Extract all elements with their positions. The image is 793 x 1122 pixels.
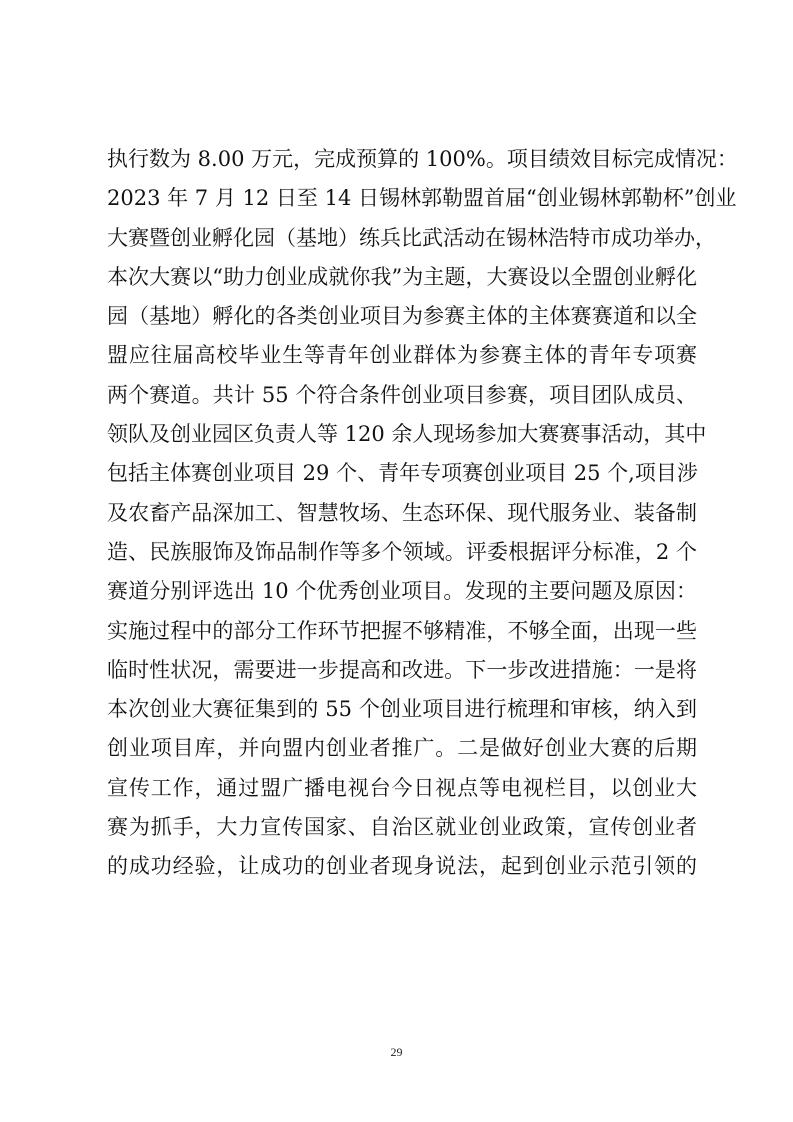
text-line: 赛道分别评选出 10 个优秀创业项目。发现的主要问题及原因： [107,579,697,604]
text-line: 创业项目库，并向盟内创业者推广。二是做好创业大赛的后期 [107,736,697,761]
text-line: 执行数为 8.00 万元，完成预算的 100%。项目绩效目标完成情况： [107,147,738,171]
body-text [107,140,738,887]
page-number: 29 [390,1045,403,1059]
text-line: 宣传工作，通过盟广播电视台今日视点等电视栏目，以创业大 [107,775,697,800]
text-line: 2023 年 7 月 12 日至 14 日锡林郭勒盟首届“创业锡林郭勒杯”创业 [107,186,737,211]
text-line: 盟应往届高校毕业生等青年创业群体为参赛主体的青年专项赛 [107,343,697,368]
text-line: 园（基地）孵化的各类创业项目为参赛主体的主体赛赛道和以全 [107,304,697,329]
text-line: 领队及创业园区负责人等 120 余人现场参加大赛赛事活动，其中 [107,422,707,447]
text-line: 造、民族服饰及饰品制作等多个领域。评委根据评分标准，2 个 [107,539,697,564]
text-line: 临时性状况，需要进一步提高和改进。下一步改进措施：一是将 [107,657,697,682]
text-line: 赛为抓手，大力宣传国家、自治区就业创业政策，宣传创业者 [107,815,697,840]
text-line: 本次创业大赛征集到的 55 个创业项目进行梳理和审核，纳入到 [107,697,697,722]
text-line: 及农畜产品深加工、智慧牧场、生态环保、现代服务业、装备制 [107,500,697,525]
text-line: 的成功经验，让成功的创业者现身说法，起到创业示范引领的 [107,854,697,879]
text-line: 大赛暨创业孵化园（基地）练兵比武活动在锡林浩特市成功举办， [107,225,716,250]
text-line: 两个赛道。共计 55 个符合条件创业项目参赛，项目团队成员、 [107,382,697,407]
text-line: 包括主体赛创业项目 29 个、青年专项赛创业项目 25 个,项目涉 [107,461,698,486]
text-line: 本次大赛以“助力创业成就你我”为主题，大赛设以全盟创业孵化 [107,264,697,289]
text-line: 实施过程中的部分工作环节把握不够精准，不够全面，出现一些 [107,618,697,643]
